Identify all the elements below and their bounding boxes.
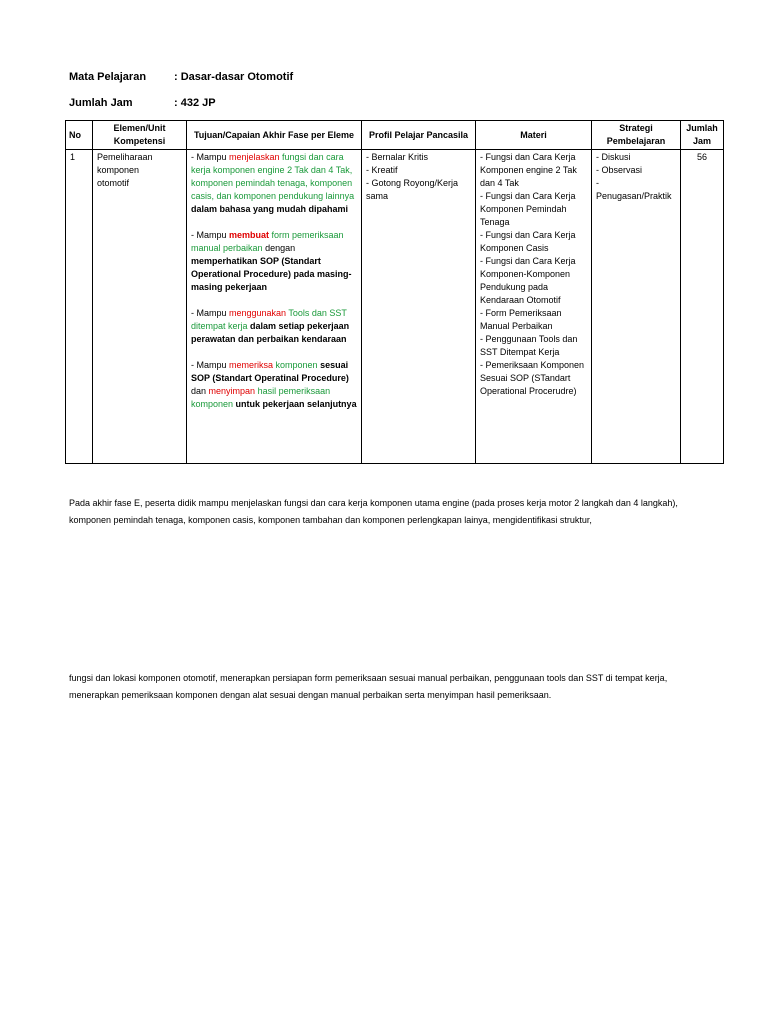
tujuan-object: form pemeriksaan manual perbaikan [191,230,344,253]
tujuan-object: Tools dan SST ditempat kerja [191,308,347,331]
table-row [66,150,724,464]
paragraph-1: Pada akhir fase E, peserta didik mampu menjelaskan fungsi dan cara kerja komponen utama engine (pada proses kerja motor 2 langkah dan 4 langkah), komponen pemindah tenaga, komponen casis, komponen tambahan dan komponen perlengkapan lainya, mengidentifikasi struktur, [69,498,678,525]
cell-no: 1 [66,150,93,464]
tujuan-text: - Mampu [191,308,230,318]
tujuan-block-1 [191,151,357,216]
header-jam: Jumlah Jam [681,121,724,150]
hours-value: : 432 JP [174,97,216,109]
header-tujuan: Tujuan/Capaian Akhir Fase per Eleme [187,121,362,150]
subject-value: : Dasar-dasar Otomotif [174,71,294,83]
profil-item: - Gotong Royong/Kerja sama [366,178,459,201]
profil-item: - Kreatif [366,165,398,175]
strategi-item: - Diskusi [596,152,631,162]
hours-line [69,97,216,109]
cell-strategi [592,150,681,464]
tujuan-block-3 [191,307,357,346]
materi-item: - Penggunaan Tools dan SST Ditempat Kerja [480,334,578,357]
materi-item: - Pemeriksaan Komponen Sesuai SOP (STandart Operational Procerudre) [480,360,585,396]
competency-table [65,120,724,464]
tujuan-condition: sesuai SOP (Standart Operatinal Procedure) [191,360,349,383]
cell-elemen [93,150,187,464]
header-materi: Materi [476,121,592,150]
tujuan-block-2 [191,229,357,294]
profil-item: - Bernalar Kritis [366,152,429,162]
strategi-item: Penugasan/Praktik [596,191,672,201]
table-header-row [66,121,724,150]
elemen-line: otomotif [97,178,130,188]
cell-materi [476,150,592,464]
tujuan-block-4 [191,359,357,411]
tujuan-verb: memeriksa [229,360,274,370]
cell-tujuan [187,150,362,464]
tujuan-verb: menjelaskan [229,152,280,162]
paragraph-2: fungsi dan lokasi komponen otomotif, menerapkan persiapan form pemeriksaan sesuai manual perbaikan, penggunaan tools dan SST di tempat kerja, menerapkan pemeriksaan komponen dengan alat sesuai dengan manual perbaikan serta menyimpan hasil pemeriksaan. [69,673,668,700]
tujuan-object: hasil pemeriksaan komponen [191,386,331,409]
tujuan-object: komponen [273,360,318,370]
tujuan-verb: menyimpan [208,386,256,396]
header-strategi: Strategi Pembelajaran [592,121,681,150]
header-profil: Profil Pelajar Pancasila [362,121,476,150]
tujuan-verb: menggunakan [229,308,287,318]
tujuan-condition: untuk pekerjaan selanjutnya [233,399,357,409]
elemen-line: komponen [97,165,140,175]
tujuan-text: - Mampu [191,360,230,370]
header-no: No [66,121,93,150]
tujuan-text: - Mampu [191,152,230,162]
strategi-item: - Observasi [596,165,643,175]
tujuan-object: fungsi dan cara kerja komponen engine 2 Tak dan 4 Tak, komponen pemindah tenaga, komponen casis, dan komponen pendukung lainnya [191,152,355,201]
header-elemen: Elemen/Unit Kompetensi [93,121,187,150]
cell-jam: 56 [681,150,724,464]
strategi-item: - [596,178,599,188]
tujuan-condition: dalam bahasa yang mudah dipahami [191,204,349,214]
materi-item: - Fungsi dan Cara Kerja Komponen Pemindah Tenaga [480,191,576,227]
subject-line [69,71,293,83]
materi-item: - Form Pemeriksaan Manual Perbaikan [480,308,562,331]
cell-profil [362,150,476,464]
materi-item: - Fungsi dan Cara Kerja Komponen Casis [480,230,576,253]
elemen-line: Pemeliharaan [97,152,153,162]
materi-item: - Fungsi dan Cara Kerja Komponen-Komponen Pendukung pada Kendaraan Otomotif [480,256,576,305]
tujuan-condition: dalam setiap pekerjaan perawatan dan perbaikan kendaraan [191,321,350,344]
tujuan-text: dengan [262,243,296,253]
subject-label: Mata Pelajaran [69,71,147,83]
materi-item: - Fungsi dan Cara Kerja Komponen engine 2 Tak dan 4 Tak [480,152,577,188]
hours-label: Jumlah Jam [69,97,133,109]
tujuan-condition: memperhatikan SOP (Standart Operational Procedure) pada masing-masing pekerjaan [191,256,352,292]
tujuan-verb: membuat [229,230,270,240]
tujuan-text: - Mampu [191,230,230,240]
tujuan-text: dan [191,386,209,396]
